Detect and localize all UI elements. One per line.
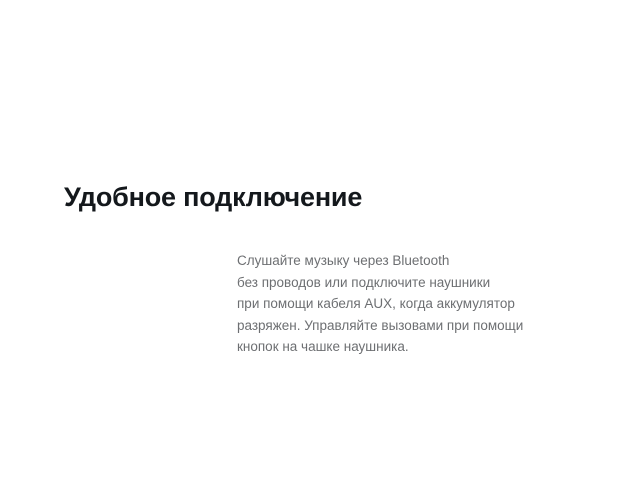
body-line: при помощи кабеля AUX, когда аккумулятор: [237, 296, 515, 311]
page-title: Удобное подключение: [64, 182, 363, 212]
body-line: Слушайте музыку через Bluetooth: [237, 253, 450, 268]
body-line: кнопок на чашке наушника.: [237, 339, 409, 354]
body-paragraph: [237, 250, 577, 358]
body-line: без проводов или подключите наушники: [237, 274, 491, 290]
body-line: разряжен. Управляйте вызовами при помощи: [237, 317, 524, 333]
